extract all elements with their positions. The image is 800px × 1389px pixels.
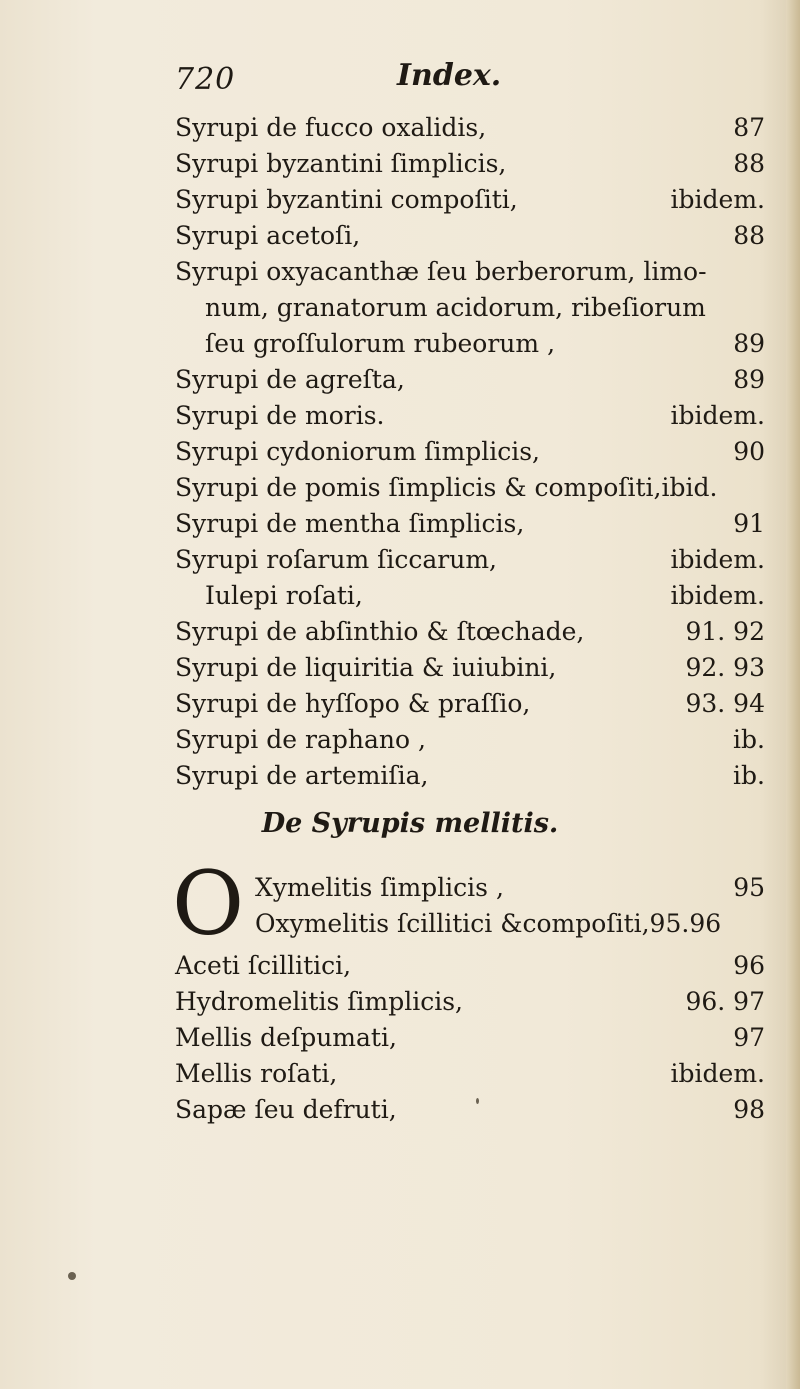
drop-cap-initial: O <box>172 852 245 955</box>
page-edge <box>786 0 800 1389</box>
index-entry: Syrupi de agreſta, 89 <box>175 365 765 394</box>
folio-number: 720 <box>175 62 236 97</box>
index-entry: Syrupi de moris. ibidem. <box>175 401 765 430</box>
index-entry: Syrupi byzantini compoſiti, ibidem. <box>175 185 765 214</box>
paper-speck <box>68 1272 76 1280</box>
index-entry: Syrupi cydoniorum ſimplicis, 90 <box>175 437 765 466</box>
index-entry: Syrupi de artemiſia, ib. <box>175 761 765 790</box>
index-entry: Syrupi de fucco oxalidis, 87 <box>175 113 765 142</box>
section-heading: De Syrupis mellitis. <box>261 808 559 839</box>
index-entry: Syrupi de abſinthio & ſtœchade, 91. 92 <box>175 617 765 646</box>
index-entry-continuation: ſeu groſſulorum rubeorum , 89 <box>205 329 765 358</box>
index-entry-continuation: num, granatorum acidorum, ribeſiorum <box>205 293 706 322</box>
index-entry: Mellis roſati, ibidem. <box>175 1059 765 1088</box>
index-entry: Iulepi roſati, ibidem. <box>205 581 765 610</box>
index-entry: Syrupi roſarum ſiccarum, ibidem. <box>175 545 765 574</box>
index-entry: Oxymelitis ſcillitici &compoſiti,95.96 <box>255 909 722 938</box>
index-entry: Syrupi acetoſi, 88 <box>175 221 765 250</box>
index-entry: Syrupi de mentha ſimplicis, 91 <box>175 509 765 538</box>
index-entry: Aceti ſcillitici, 96 <box>175 951 765 980</box>
paper-speck <box>476 1098 479 1104</box>
running-head: Index. <box>397 58 502 93</box>
index-entry: Syrupi de hyſſopo & praſſio, 93. 94 <box>175 689 765 718</box>
index-entry: Syrupi byzantini ſimplicis, 88 <box>175 149 765 178</box>
index-entry: Mellis deſpumati, 97 <box>175 1023 765 1052</box>
index-entry: Hydromelitis ſimplicis, 96. 97 <box>175 987 765 1016</box>
index-entry: Syrupi de pomis ſimplicis & compoſiti,ibid. <box>175 473 718 502</box>
index-entry: Sapæ ſeu defruti, 98 <box>175 1095 765 1124</box>
index-entry: Syrupi oxyacanthæ ſeu berberorum, limo- <box>175 257 707 286</box>
index-entry: Xymelitis ſimplicis , 95 <box>255 873 765 902</box>
index-entry: Syrupi de raphano , ib. <box>175 725 765 754</box>
index-entry: Syrupi de liquiritia & iuiubini, 92. 93 <box>175 653 765 682</box>
